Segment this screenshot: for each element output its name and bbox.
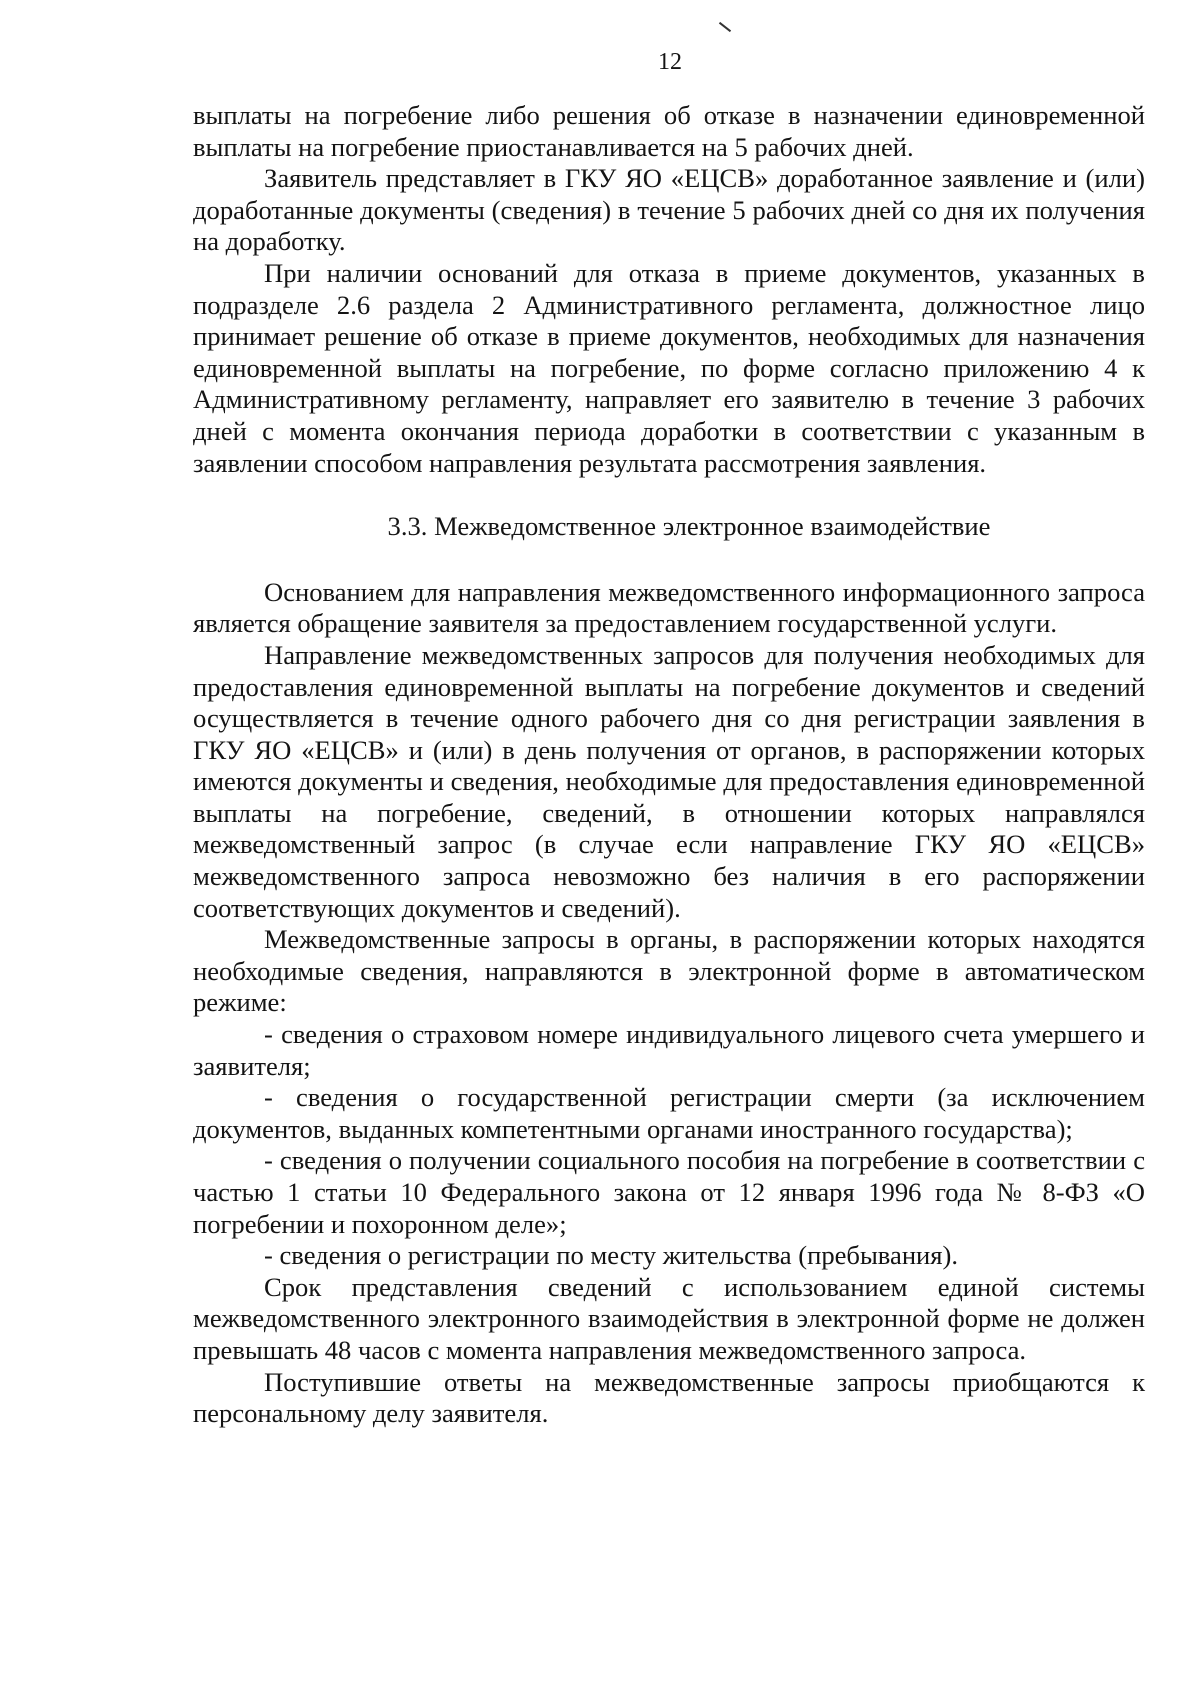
document-body bbox=[193, 100, 1145, 1430]
section-title: 3.3. Межведомственное электронное взаимодействие bbox=[387, 511, 991, 542]
paragraph: Межведомственные запросы в органы, в распоряжении которых находятся необходимые сведения, направляются в электронной форме в автоматическом режиме: bbox=[193, 924, 1145, 1018]
list-item: - сведения о получении социального пособия на погребение в соответствии с частью 1 статьи 10 Федерального закона от 12 января 1996 года № 8-ФЗ «О погребении и похоронном деле»; bbox=[193, 1145, 1145, 1239]
paragraph: При наличии оснований для отказа в приеме документов, указанных в подразделе 2.6 раздела 2 Административного регламента, должностное лицо принимает решение об отказе в приеме документов, необходимых для назначения единовременной выплаты на погребение, по форме согласно приложению 4 к Административному регламенту, направляет его заявителю в течение 3 рабочих дней с момента окончания периода доработки в соответствии с указанным в заявлении способом направления результата рассмотрения заявления. bbox=[193, 257, 1145, 478]
paragraph-continuation: выплаты на погребение либо решения об отказе в назначении единовременной выплаты на погребение приостанавливается на 5 рабочих дней. bbox=[193, 100, 1145, 162]
list-item: - сведения о государственной регистрации смерти (за исключением документов, выданных компетентными органами иностранного государства); bbox=[193, 1082, 1145, 1144]
paragraph: Основанием для направления межведомственного информационного запроса является обращение заявителя за предоставлением государственной услуги. bbox=[193, 576, 1145, 639]
paragraph: Срок представления сведений с использованием единой системы межведомственного электронного взаимодействия в электронной форме не должен превышать 48 часов с момента направления межведомственного запроса. bbox=[193, 1271, 1145, 1365]
list-item: - сведения о регистрации по месту жительства (пребывания). bbox=[264, 1240, 959, 1271]
paragraph: Поступившие ответы на межведомственные запросы приобщаются к персональному делу заявителя. bbox=[193, 1366, 1145, 1429]
scan-mark bbox=[719, 22, 731, 32]
page-number: 12 bbox=[658, 49, 682, 75]
paragraph: Заявитель представляет в ГКУ ЯО «ЕЦСВ» доработанное заявление и (или) доработанные документы (сведения) в течение 5 рабочих дней со дня их получения на доработку. bbox=[193, 163, 1145, 257]
list-item: - сведения о страховом номере индивидуального лицевого счета умершего и заявителя; bbox=[193, 1019, 1145, 1081]
paragraph: Направление межведомственных запросов для получения необходимых для предоставления единовременной выплаты на погребение документов и сведений осуществляется в течение одного рабочего дня со дня регистрации заявления в ГКУ ЯО «ЕЦСВ» и (или) в день получения от органов, в распоряжении которых имеются документы и сведения, необходимые для предоставления единовременной выплаты на погребение, сведений, в отношении которых направлялся межведомственный запрос (в случае если направление ГКУ ЯО «ЕЦСВ» межведомственного запроса невозможно без наличия в его распоряжении соответствующих документов и сведений). bbox=[193, 639, 1145, 923]
